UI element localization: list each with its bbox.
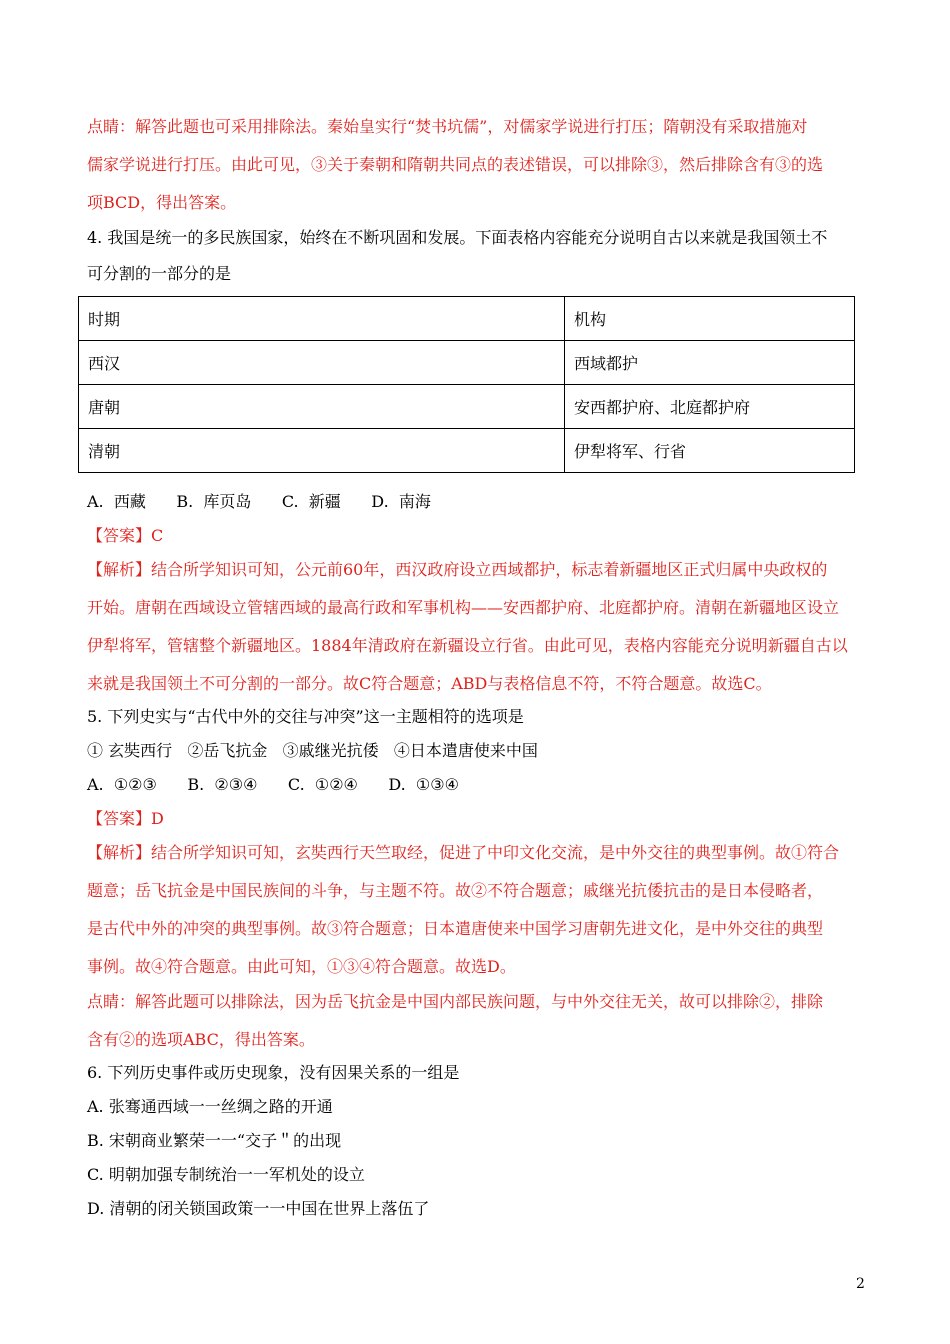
q4-stem-line-2: 可分割的一部分的是 [87, 264, 232, 283]
q5-tip-line-2: 含有②的选项ABC，得出答案。 [87, 1030, 315, 1049]
q3-tip-line-2: 儒家学说进行打压。由此可见，③关于秦朝和隋朝共同点的表述错误，可以排除③，然后排除含有③的选 [87, 155, 824, 174]
table-cell: 清朝 [79, 429, 565, 473]
q5-analysis-line-1: 【解析】结合所学知识可知，玄奘西行天竺取经，促进了中印文化交流，是中外交往的典型事例。故①符合 [87, 843, 840, 862]
q3-tip-line-3: 项BCD，得出答案。 [87, 193, 237, 212]
q5-options: A. ①②③ B. ②③④ C. ①②④ D. ①③④ [87, 775, 459, 794]
table-cell: 伊犁将军、行省 [565, 429, 855, 473]
table-row [79, 429, 855, 473]
q4-table [78, 296, 855, 473]
table-row [79, 385, 855, 429]
q3-tip-line-1: 点睛：解答此题也可采用排除法。秦始皇实行“焚书坑儒”，对儒家学说进行打压；隋朝没有采取措施对 [87, 117, 808, 136]
table-cell: 唐朝 [79, 385, 565, 429]
q4-stem-line-1: 4. 我国是统一的多民族国家，始终在不断巩固和发展。下面表格内容能充分说明自古以来就是我国领土不 [87, 228, 828, 247]
q5-analysis-line-2: 题意；岳飞抗金是中国民族间的斗争，与主题不符。故②不符合题意；戚继光抗倭抗击的是日本侵略者， [87, 881, 824, 900]
q6-stem: 6. 下列历史事件或历史现象，没有因果关系的一组是 [87, 1063, 460, 1082]
table-header-row [79, 297, 855, 341]
table-row [79, 341, 855, 385]
q5-analysis-line-3: 是古代中外的冲突的典型事例。故③符合题意；日本遣唐使来中国学习唐朝先进文化，是中外交往的典型 [87, 919, 824, 938]
table-cell: 安西都护府、北庭都护府 [565, 385, 855, 429]
q4-analysis-line-3: 伊犁将军，管辖整个新疆地区。1884年清政府在新疆设立行省。由此可见，表格内容能充分说明新疆自古以 [87, 636, 848, 655]
q6-option-c: C. 明朝加强专制统治一一军机处的设立 [87, 1165, 365, 1184]
table-header-period: 时期 [79, 297, 565, 341]
q6-option-b: B. 宋朝商业繁荣一一“交子＂的出现 [87, 1131, 342, 1150]
q4-options: A. 西藏 B. 库页岛 C. 新疆 D. 南海 [87, 492, 431, 511]
q5-items: ① 玄奘西行 ②岳飞抗金 ③戚继光抗倭 ④日本遣唐使来中国 [87, 741, 538, 760]
table-cell: 西汉 [79, 341, 565, 385]
q4-analysis-line-2: 开始。唐朝在西域设立管辖西域的最高行政和军事机构——安西都护府、北庭都护府。清朝在新疆地区设立 [87, 598, 840, 617]
q4-answer: 【答案】C [87, 526, 164, 545]
q6-option-d: D. 清朝的闭关锁国政策一一中国在世界上落伍了 [87, 1199, 430, 1218]
q5-answer: 【答案】D [87, 809, 164, 828]
q5-tip-line-1: 点睛：解答此题可以排除法，因为岳飞抗金是中国内部民族问题，与中外交往无关，故可以排除②，排除 [87, 992, 824, 1011]
q4-analysis-line-1: 【解析】结合所学知识可知，公元前60年，西汉政府设立西域都护，标志着新疆地区正式归属中央政权的 [87, 560, 828, 579]
page-number: 2 [856, 1276, 865, 1292]
q5-stem: 5. 下列史实与“古代中外的交往与冲突”这一主题相符的选项是 [87, 707, 524, 726]
q4-analysis-line-4: 来就是我国领土不可分割的一部分。故C符合题意；ABD与表格信息不符，不符合题意。故选C。 [87, 674, 772, 693]
q5-analysis-line-4: 事例。故④符合题意。由此可知，①③④符合题意。故选D。 [87, 957, 516, 976]
table-header-institution: 机构 [565, 297, 855, 341]
q6-option-a: A. 张骞通西域一一丝绸之路的开通 [87, 1097, 333, 1116]
table-cell: 西域都护 [565, 341, 855, 385]
